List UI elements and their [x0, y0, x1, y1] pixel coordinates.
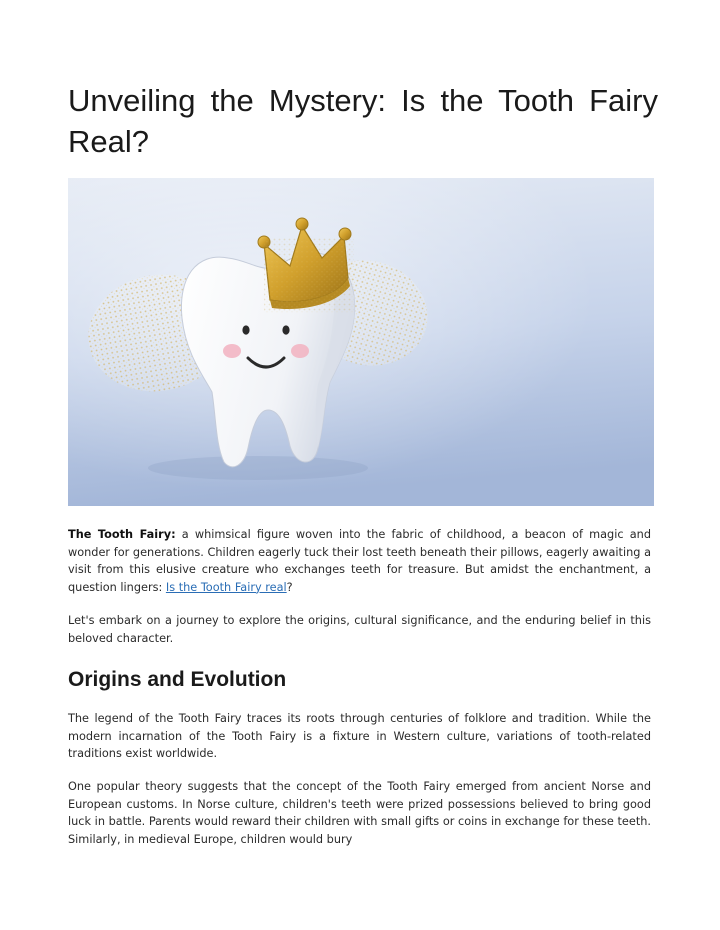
journey-paragraph: Let's embark on a journey to explore the origins, cultural significance, and the enduring belief in this beloved character.: [68, 614, 651, 645]
intro-text: a whimsical figure woven into the fabric of childhood, a beacon of magic and wonder for generations. Children eagerly tuck their lost teeth beneath their pillows, eagerly awaiting a visit from this elusive creature who exchanges teeth for treasure. But amidst the enchantment, a question lingers:: [68, 528, 651, 594]
norse-paragraph: One popular theory suggests that the concept of the Tooth Fairy emerged from ancient Norse and European customs. In Norse culture, children's teeth were prized possessions believed to bring good luck in battle. Parents would reward their children with small gifts or coins in exchange for these teeth. Similarly, in medieval Europe, children would bury: [68, 780, 651, 846]
intro-end: ?: [286, 580, 293, 594]
tooth-fairy-real-link[interactable]: Is the Tooth Fairy real: [165, 580, 287, 594]
left-eye: [242, 325, 249, 334]
right-eye: [282, 325, 289, 334]
right-cheek: [291, 344, 309, 358]
intro-lead: The Tooth Fairy:: [68, 528, 176, 541]
intro-paragraph: [68, 526, 651, 596]
page-title: Unveiling the Mystery: Is the Tooth Fairy Real?: [68, 83, 658, 159]
left-cheek: [223, 344, 241, 358]
tooth-fairy-illustration: [68, 178, 654, 506]
hero-image: [68, 178, 654, 506]
legend-paragraph: The legend of the Tooth Fairy traces its roots through centuries of folklore and tradition. While the modern incarnation of the Tooth Fairy is a fixture in Western culture, variations of tooth-related traditions exist worldwide.: [68, 712, 651, 760]
section-heading: Origins and Evolution: [68, 668, 287, 691]
